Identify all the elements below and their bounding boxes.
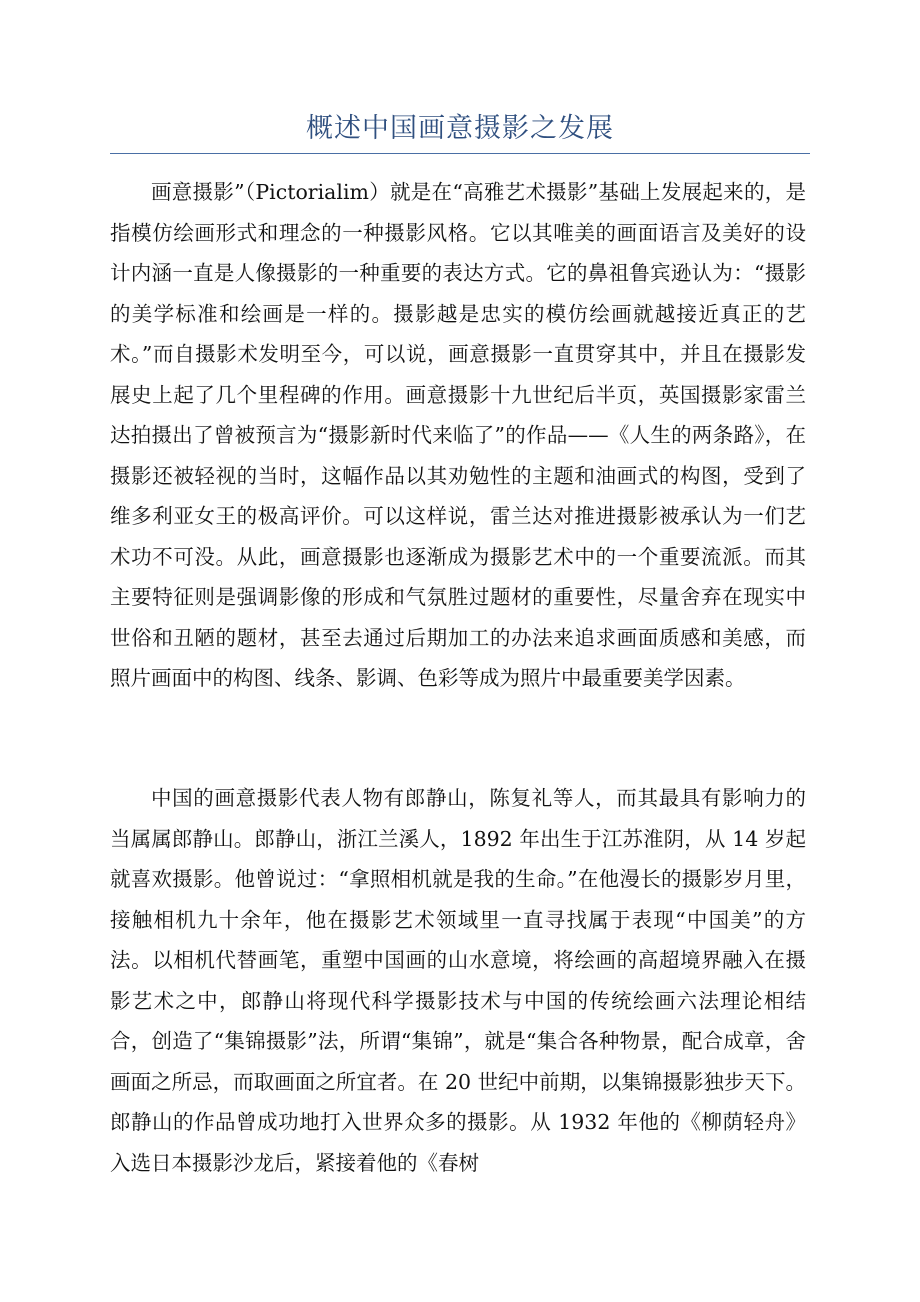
paragraph-pictorialism: 画意摄影”（Pictorialim）就是在“高雅艺术摄影”基础上发展起来的，是指模仿绘画形式和理念的一种摄影风格。它以其唯美的画面语言及美好的设计内涵一直是人像摄影的一种重要的表达方式。它的鼻祖鲁宾逊认为：“摄影的美学标准和绘画是一样的。摄影越是忠实的模仿绘画就越接近真正的艺术。”而自摄影术发明至今，可以说，画意摄影一直贯穿其中，并且在摄影发展史上起了几个里程碑的作用。画意摄影十九世纪后半页，英国摄影家雷兰达拍摄出了曾被预言为“摄影新时代来临了”的作品——《人生的两条路》，在摄影还被轻视的当时，这幅作品以其劝勉性的主题和油画式的构图，受到了维多利亚女王的极高评价。可以这样说，雷兰达对推进摄影被承认为一们艺术功不可没。从此，画意摄影也逐渐成为摄影艺术中的一个重要流派。而其主要特征则是强调影像的形成和气氛胜过题材的重要性，尽量舍弃在现实中世俗和丑陋的题材，甚至去通过后期加工的办法来追求画面质感和美感，而照片画面中的构图、线条、影调、色彩等成为照片中最重要美学因素。 <box>110 180 806 690</box>
paragraph-lang-jingshan: 中国的画意摄影代表人物有郎静山，陈复礼等人，而其最具有影响力的当属属郎静山。郎静山，浙江兰溪人，1892 年出生于江苏淮阴，从 14 岁起就喜欢摄影。他曾说过：“拿照相机就是我的生命。”在他漫长的摄影岁月里，接触相机九十余年，他在摄影艺术领域里一直寻找属于表现“中国美”的方法。以相机代替画笔，重塑中国画的山水意境，将绘画的高超境界融入在摄影艺术之中，郎静山将现代科学摄影技术与中国的传统绘画六法理论相结合，创造了“集锦摄影”法，所谓“集锦”，就是“集合各种物景，配合成章，舍画面之所忌，而取画面之所宜者。在 20 世纪中前期，以集锦摄影独步天下。郎静山的作品曾成功地打入世界众多的摄影。从 1932 年他的《柳荫轻舟》入选日本摄影沙龙后，紧接着他的《春树 <box>110 786 806 1175</box>
document-title: 概述中国画意摄影之发展 <box>306 113 614 144</box>
title-underline <box>110 153 810 154</box>
